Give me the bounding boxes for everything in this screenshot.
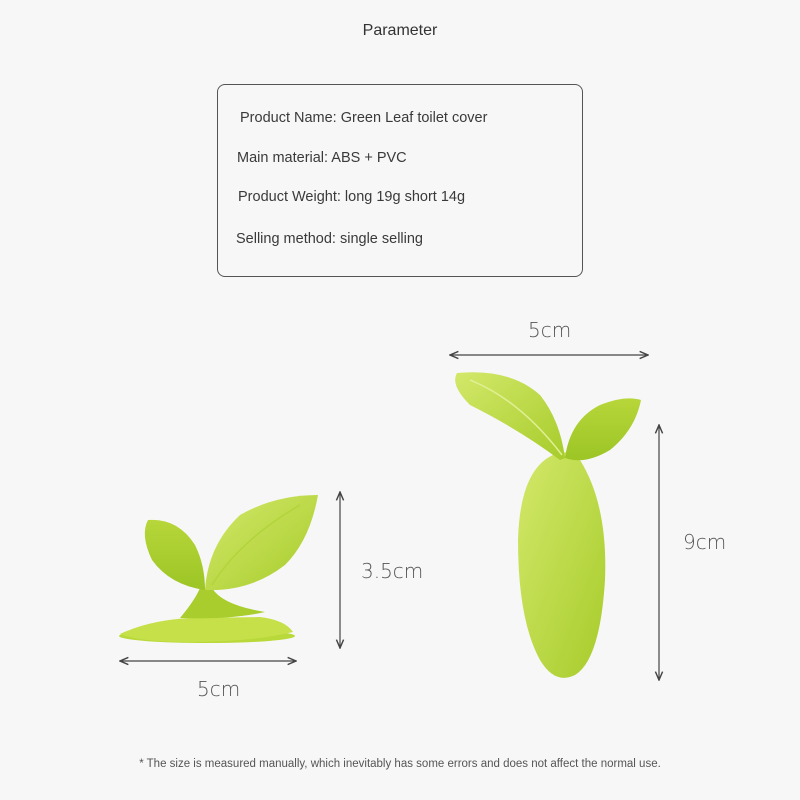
long-width-label: 5cm [528,318,572,342]
short-width-label: 5cm [197,677,241,701]
param-selling-method: Selling method: single selling [236,231,423,247]
measurement-footnote: * The size is measured manually, which inevitably has some errors and does not affect the normal use. [139,758,661,770]
page-title: Parameter [362,22,438,39]
short-height-label: 3.5cm [361,559,424,583]
param-main-material: Main material: ABS + PVC [237,150,407,166]
long-leaf-product [455,372,641,678]
param-product-weight: Product Weight: long 19g short 14g [238,189,466,205]
short-leaf-product [119,495,318,643]
long-height-label: 9cm [683,530,727,554]
param-product-name: Product Name: Green Leaf toilet cover [240,110,488,126]
